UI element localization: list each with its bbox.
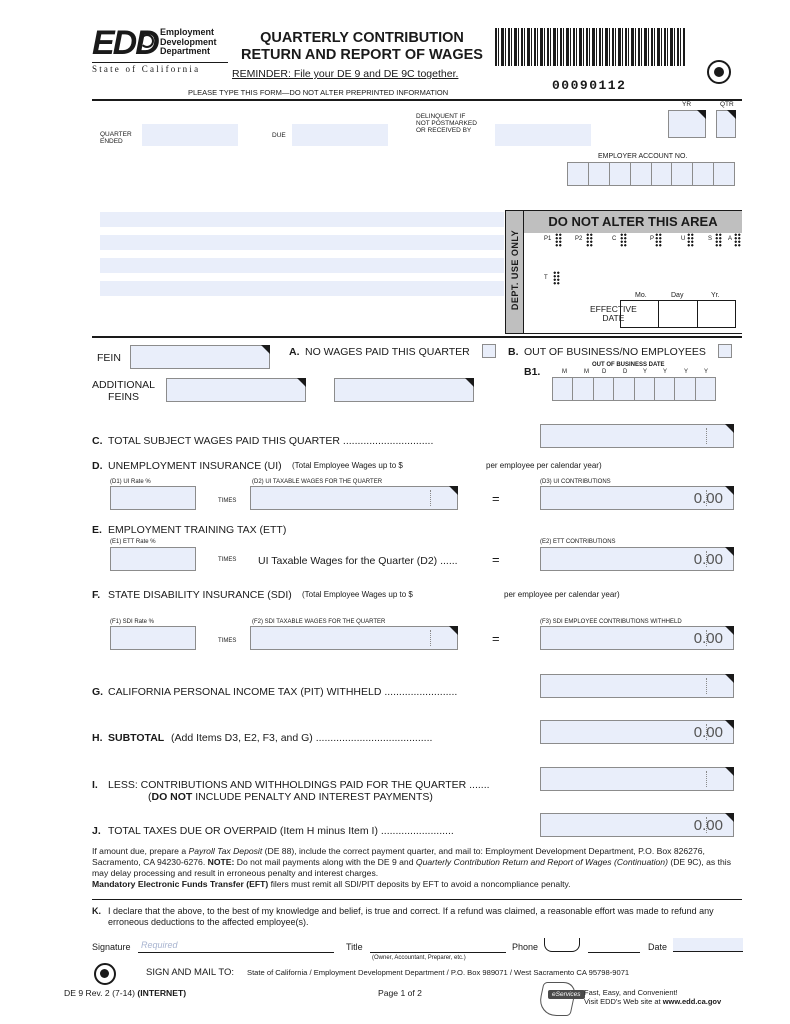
item-j-label: J. <box>92 825 101 837</box>
d-equals: = <box>492 491 500 506</box>
dept-code-p1-dots <box>555 233 562 247</box>
item-a-label: A. <box>289 346 300 358</box>
mail-address: State of California / Employment Development Department / P.O. Box 989071 / West Sacramento CA 95798-9071 <box>247 968 630 977</box>
dept-code-p-dots <box>655 233 662 247</box>
item-b1-label: B1. <box>524 366 541 378</box>
dept-code-p1: P1 <box>544 236 552 242</box>
subtotal-field[interactable] <box>540 720 734 744</box>
date-letter-3: D <box>602 369 607 375</box>
item-h-label: H. <box>92 732 103 744</box>
form-title: QUARTERLY CONTRIBUTION RETURN AND REPORT OF WAGES <box>241 30 483 63</box>
item-i-label: I. <box>92 779 98 791</box>
promo-line-1: Fast, Easy, and Convenient! <box>584 988 678 997</box>
type-notice: PLEASE TYPE THIS FORM—DO NOT ALTER PREPRINTED INFORMATION <box>188 88 449 97</box>
form-revision: DE 9 Rev. 2 (7-14) (INTERNET) <box>64 988 187 998</box>
state-of-california: State of California <box>92 62 228 74</box>
employer-address-line-1[interactable] <box>100 212 504 227</box>
sign-mail-label: SIGN AND MAIL TO: <box>146 967 234 978</box>
item-b-label: B. <box>508 346 519 358</box>
oob-date-label: OUT OF BUSINESS DATE <box>592 362 665 368</box>
due-label: DUE <box>272 132 286 139</box>
payment-notice: If amount due, prepare a Payroll Tax Deposit (DE 88), include the correct payment quarter, and mail to: Employment Development Department, P.O. Box 826276, Sacramento, CA 94230-6276. NOTE: Do not mail payments along with the DE 9 and Quarterly Contribution Return and Report of Wages (Continuation) (DE 9C), as this may delay processing and result in erroneous penalty and interest charges. Mandatory Electronic Funds Transfer (EFT) filers must remit all SDI/PIT deposits by EFT to avoid a noncompliance penalty. <box>92 846 731 889</box>
d-times: TIMES <box>218 498 237 504</box>
dept-use-vertical-label-box <box>505 210 524 334</box>
sdi-contributions-value: 0.00 <box>693 630 723 647</box>
item-d-text: UNEMPLOYMENT INSURANCE (UI) <box>108 460 282 472</box>
date-letter-8: Y <box>704 369 709 375</box>
ett-contributions-value: 0.00 <box>693 551 723 568</box>
employer-account-label: EMPLOYER ACCOUNT NO. <box>598 153 688 160</box>
sdi-rate-field[interactable] <box>110 626 196 650</box>
dept-code-u: U <box>681 236 686 242</box>
title-label: Title <box>346 942 363 952</box>
date-letter-5: Y <box>643 369 648 375</box>
item-k-label: K. <box>92 906 101 916</box>
quarter-ended-field[interactable] <box>142 124 238 146</box>
item-i-sub: (DO NOT INCLUDE PENALTY AND INTEREST PAYMENTS) <box>148 791 433 803</box>
edd-logo-swoosh <box>140 34 154 48</box>
dept-code-s-dots <box>715 233 722 247</box>
yr-label: YR <box>682 101 692 108</box>
dept-code-a: A <box>728 236 733 242</box>
employer-address-line-4[interactable] <box>100 281 504 296</box>
signature-field[interactable] <box>138 940 334 953</box>
item-e-text: EMPLOYMENT TRAINING TAX (ETT) <box>108 524 287 536</box>
edd-logo <box>92 22 228 76</box>
item-g-label: G. <box>92 686 104 698</box>
effective-date-label: EFFECTIVE DATE <box>590 304 637 323</box>
effective-yr-label: Yr. <box>711 292 720 299</box>
item-e-label: E. <box>92 524 102 536</box>
barcode <box>495 28 685 66</box>
year-field[interactable] <box>668 110 706 138</box>
additional-feins-label: ADDITIONAL FEINS <box>92 379 156 403</box>
total-subject-wages-field[interactable] <box>540 424 734 448</box>
ui-taxable-wages-field[interactable] <box>250 486 458 510</box>
item-c-text: TOTAL SUBJECT WAGES PAID THIS QUARTER ............................... <box>108 435 434 447</box>
page-number: Page 1 of 2 <box>378 988 422 998</box>
fein-field[interactable] <box>130 345 270 369</box>
f3-label: (F3) SDI EMPLOYEE CONTRIBUTIONS WITHHELD <box>540 619 682 625</box>
employer-account-field[interactable] <box>567 162 735 186</box>
out-of-business-checkbox[interactable] <box>718 344 732 358</box>
item-d-label: D. <box>92 460 103 472</box>
e2-label: (E2) ETT CONTRIBUTIONS <box>540 539 616 545</box>
date-letter-1: M <box>562 369 567 375</box>
date-label: Date <box>648 942 668 952</box>
e-equals: = <box>492 552 500 567</box>
dept-code-p2: P2 <box>575 236 583 242</box>
edd-logo-letters: EDD <box>92 24 158 62</box>
dept-use-vertical-label: DEPT. USE ONLY <box>510 229 520 311</box>
employer-address-line-2[interactable] <box>100 235 504 250</box>
dept-code-u-dots <box>687 233 694 247</box>
item-f-per: per employee per calendar year) <box>504 590 620 599</box>
quarter-field[interactable] <box>716 110 736 138</box>
form-number: 00090112 <box>552 78 627 93</box>
item-f-sub: (Total Employee Wages up to $ <box>302 590 413 599</box>
california-map-icon <box>536 982 577 1016</box>
qtr-label: QTR <box>720 101 734 108</box>
effective-mo-label: Mo. <box>635 292 647 299</box>
item-b-text: OUT OF BUSINESS/NO EMPLOYEES <box>524 346 706 358</box>
employer-address-line-3[interactable] <box>100 258 504 273</box>
due-field[interactable] <box>292 124 388 146</box>
dept-code-p2-dots <box>586 233 593 247</box>
fein-label: FEIN <box>97 352 121 364</box>
dept-code-c-dots <box>620 233 627 247</box>
ui-rate-field[interactable] <box>110 486 196 510</box>
phone-label: Phone <box>512 942 539 952</box>
dept-use-heading: DO NOT ALTER THIS AREA <box>524 211 742 233</box>
ett-rate-field[interactable] <box>110 547 196 571</box>
effective-day-label: Day <box>671 292 684 299</box>
promo-line-2: Visit EDD's Web site at www.edd.ca.gov <box>584 997 722 1006</box>
f-times: TIMES <box>218 638 237 644</box>
ett-contributions-field[interactable] <box>540 547 734 571</box>
out-of-business-date-field[interactable] <box>552 377 716 401</box>
f1-label: (F1) SDI Rate % <box>110 619 155 625</box>
f-equals: = <box>492 631 500 646</box>
date-letter-4: D <box>623 369 628 375</box>
less-paid-field[interactable] <box>540 767 734 791</box>
pit-withheld-field[interactable] <box>540 674 734 698</box>
declaration-text: I declare that the above, to the best of my knowledge and belief, is true and correct. If a refund was claimed, a reasonable effort was made to refund any erroneous deductions to the affected employee(s). <box>108 906 714 927</box>
date-letter-2: M <box>584 369 589 375</box>
total-due-value: 0.00 <box>693 817 723 834</box>
registration-mark-bottom-icon <box>94 963 116 985</box>
no-wages-checkbox[interactable] <box>482 344 496 358</box>
additional-fein-field-2[interactable] <box>334 378 474 402</box>
d3-label: (D3) UI CONTRIBUTIONS <box>540 479 611 485</box>
f2-label: (F2) SDI TAXABLE WAGES FOR THE QUARTER <box>252 619 386 625</box>
signature-label: Signature <box>92 942 131 952</box>
ui-contributions-value: 0.00 <box>693 490 723 507</box>
item-a-text: NO WAGES PAID THIS QUARTER <box>305 346 470 358</box>
phone-area-code-field[interactable] <box>544 938 580 952</box>
phone-number-field[interactable] <box>588 940 640 953</box>
d2-label: (D2) UI TAXABLE WAGES FOR THE QUARTER <box>252 479 383 485</box>
dept-code-s: S <box>708 236 713 242</box>
additional-fein-field-1[interactable] <box>166 378 306 402</box>
signature-placeholder: Required <box>141 940 178 950</box>
dept-code-t: T <box>544 275 548 281</box>
total-due-field[interactable] <box>540 813 734 837</box>
title-field[interactable] <box>370 940 506 953</box>
item-f-label: F. <box>92 589 101 601</box>
effective-date-field <box>620 300 736 328</box>
sdi-contributions-field[interactable] <box>540 626 734 650</box>
dept-code-a-dots <box>734 233 741 247</box>
d1-label: (D1) UI Rate % <box>110 479 151 485</box>
date-field[interactable] <box>673 938 743 952</box>
dept-code-c: C <box>612 236 617 242</box>
item-i-text: LESS: CONTRIBUTIONS AND WITHHOLDINGS PAID FOR THE QUARTER ....... <box>108 779 490 791</box>
dept-code-p: P <box>650 236 655 242</box>
quarter-ended-label: QUARTER ENDED <box>100 131 132 145</box>
title-sub-label: (Owner, Accountant, Preparer, etc.) <box>372 955 466 961</box>
subtotal-value: 0.00 <box>693 724 723 741</box>
date-letter-7: Y <box>684 369 689 375</box>
item-g-text: CALIFORNIA PERSONAL INCOME TAX (PIT) WITHHELD ......................... <box>108 686 458 698</box>
sdi-taxable-wages-field[interactable] <box>250 626 458 650</box>
delinquent-label: DELINQUENT IF NOT POSTMARKED OR RECEIVED BY <box>416 113 477 134</box>
item-f-text: STATE DISABILITY INSURANCE (SDI) <box>108 589 292 601</box>
e-times: TIMES <box>218 557 237 563</box>
edd-dept-name: Employment Development Department <box>160 27 217 56</box>
item-h-text: (Add Items D3, E2, F3, and G) ........................................ <box>171 732 433 744</box>
reminder-text: REMINDER: File your DE 9 and DE 9C together. <box>232 68 459 80</box>
eservices-badge: eServices <box>548 990 585 999</box>
e-wages-text: UI Taxable Wages for the Quarter (D2) ...... <box>258 555 458 567</box>
dept-code-t-dots <box>553 271 560 285</box>
item-c-label: C. <box>92 435 103 447</box>
item-d-per: per employee per calendar year) <box>486 461 602 470</box>
item-d-sub: (Total Employee Wages up to $ <box>292 461 403 470</box>
item-h-bold: SUBTOTAL <box>108 732 165 744</box>
item-j-text: TOTAL TAXES DUE OR OVERPAID (Item H minus Item I) ......................... <box>108 825 454 837</box>
date-letter-6: Y <box>663 369 668 375</box>
ui-contributions-field[interactable] <box>540 486 734 510</box>
delinquent-field[interactable] <box>495 124 591 146</box>
registration-mark-icon <box>707 60 731 84</box>
e1-label: (E1) ETT Rate % <box>110 539 156 545</box>
